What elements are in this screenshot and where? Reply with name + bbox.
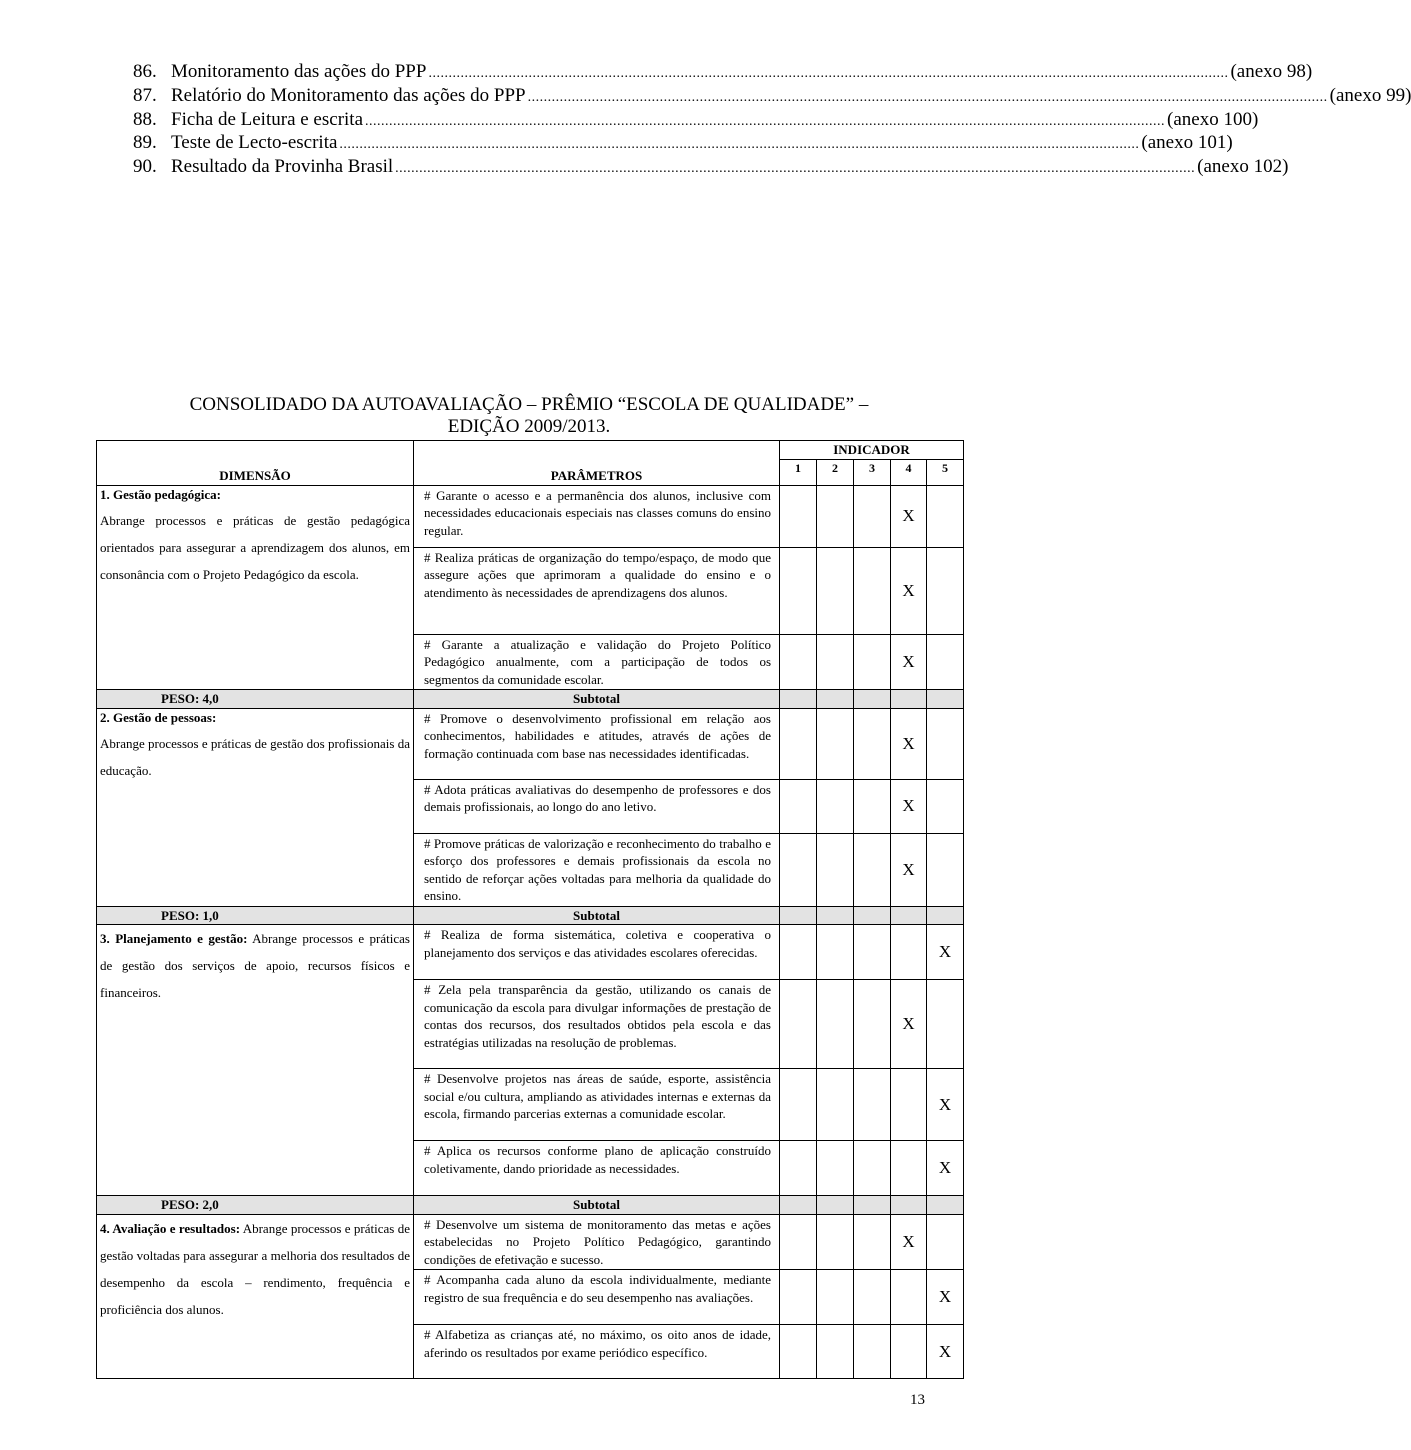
toc-reference: (anexo 100) [1167, 108, 1259, 130]
indicator-cell-3 [854, 1270, 891, 1325]
indicator-cell-5: X [927, 1325, 964, 1379]
subtotal-cell-1 [780, 1196, 817, 1215]
indicator-cell-5 [927, 833, 964, 906]
parameter-cell: # Promove práticas de valorização e reconhecimento do trabalho e esforço dos professores e demais profissionais da escola no sentido de reforçar ações voltadas para melhoria da qualidade do ensino. [414, 833, 780, 906]
document-title [96, 394, 962, 438]
table-row [97, 485, 964, 547]
parameter-cell: # Realiza práticas de organização do tempo/espaço, de modo que assegure ações que aprimoram a qualidade do ensino e o atendimento às necessidades de aprendizagens dos alunos. [414, 547, 780, 634]
indicator-cell-2 [817, 634, 854, 690]
indicator-cell-1 [780, 925, 817, 980]
indicator-cell-4: X [891, 485, 927, 547]
indicator-cell-2 [817, 708, 854, 779]
indicator-cell-3 [854, 485, 891, 547]
indicator-cell-1 [780, 779, 817, 833]
subtotal-cell-5 [927, 690, 964, 709]
indicator-cell-3 [854, 708, 891, 779]
toc-entry [133, 108, 1259, 132]
subtotal-cell-4 [891, 906, 927, 925]
indicator-cell-3 [854, 779, 891, 833]
indicator-cell-3 [854, 980, 891, 1069]
indicator-cell-1 [780, 708, 817, 779]
toc-reference: (anexo 99) [1329, 84, 1411, 106]
subtotal-cell-5 [927, 906, 964, 925]
subtotal-cell-2 [817, 906, 854, 925]
toc-entry [133, 84, 1411, 108]
toc-leader-dots: ........................................................................................................................................................................................................ [428, 66, 1229, 81]
toc-reference: (anexo 102) [1197, 156, 1289, 178]
indicator-cell-3 [854, 1141, 891, 1196]
indicator-cell-5 [927, 634, 964, 690]
indicator-cell-1 [780, 547, 817, 634]
dimension-title: 1. Gestão pedagógica: [100, 486, 221, 502]
toc-entry [133, 155, 1289, 179]
indicator-cell-3 [854, 1325, 891, 1379]
indicator-cell-3 [854, 925, 891, 980]
indicator-cell-1 [780, 980, 817, 1069]
indicator-cell-4 [891, 925, 927, 980]
table-row [97, 708, 964, 779]
subtotal-cell-3 [854, 1196, 891, 1215]
indicator-cell-4 [891, 1270, 927, 1325]
dimension-title: 2. Gestão de pessoas: [100, 709, 217, 725]
indicator-col-2: 2 [817, 459, 854, 485]
indicator-cell-2 [817, 980, 854, 1069]
page-number: 13 [910, 1392, 925, 1408]
subtotal-cell-5 [927, 1196, 964, 1215]
indicator-cell-3 [854, 1069, 891, 1141]
indicator-cell-5 [927, 779, 964, 833]
indicator-cell-2 [817, 1214, 854, 1270]
indicator-cell-1 [780, 634, 817, 690]
toc-title: Resultado da Provinha Brasil [171, 156, 394, 178]
title-line-2: EDIÇÃO 2009/2013. [447, 416, 611, 437]
dimension-title: 4. Avaliação e resultados: [100, 1220, 241, 1236]
indicator-cell-2 [817, 779, 854, 833]
indicator-cell-5 [927, 547, 964, 634]
parameter-cell: # Alfabetiza as crianças até, no máximo, os oito anos de idade, aferindo os resultados por exame periódico específico. [414, 1325, 780, 1379]
indicator-cell-3 [854, 634, 891, 690]
dimension-description: Abrange processos e práticas de gestão dos serviços de apoio, recursos físicos e financeiros. [100, 931, 410, 1000]
toc-entry [133, 131, 1233, 155]
self-evaluation-table [96, 440, 964, 1379]
parameter-cell: # Promove o desenvolvimento profissional em relação aos conhecimentos, habilidades e atitudes, através de ações de formação continuada com base nas necessidades identificadas. [414, 708, 780, 779]
parameter-cell: # Desenvolve projetos nas áreas de saúde, esporte, assistência social e/ou cultura, ampliando as atividades internas e externas da escola, firmando parcerias externas a comunidade escolar. [414, 1069, 780, 1141]
indicator-cell-2 [817, 1270, 854, 1325]
dimension-description: Abrange processos e práticas de gestão pedagógica orientados para assegurar a aprendizagem dos alunos, em consonância com o Projeto Pedagógico da escola. [100, 512, 410, 582]
indicator-cell-5 [927, 980, 964, 1069]
indicator-cell-2 [817, 1325, 854, 1379]
indicator-cell-4: X [891, 708, 927, 779]
indicator-cell-5 [927, 1214, 964, 1270]
subtotal-cell-3 [854, 906, 891, 925]
toc-leader-dots: ........................................................................................................................................................................................................ [365, 113, 1166, 129]
indicator-col-1: 1 [780, 459, 817, 485]
dimension-title: 3. Planejamento e gestão: [100, 931, 248, 946]
peso-label: PESO: 4,0 [97, 690, 414, 709]
parameter-cell: # Acompanha cada aluno da escola individualmente, mediante registro de sua frequência e do seu desempenho nas avaliações. [414, 1270, 780, 1325]
indicator-cell-2 [817, 485, 854, 547]
toc-number: 86. [133, 61, 157, 82]
toc-title: Teste de Lecto-escrita [171, 132, 338, 154]
indicator-cell-3 [854, 833, 891, 906]
parameter-cell: # Realiza de forma sistemática, coletiva e cooperativa o planejamento dos serviços e das atividades escolares oferecidas. [414, 925, 780, 980]
subtotal-cell-1 [780, 906, 817, 925]
indicator-cell-1 [780, 833, 817, 906]
parameter-cell: # Adota práticas avaliativas do desempenho de professores e dos demais profissionais, ao longo do ano letivo. [414, 779, 780, 833]
indicator-cell-2 [817, 1141, 854, 1196]
peso-row [97, 1196, 964, 1215]
indicator-cell-1 [780, 1069, 817, 1141]
dimension-cell [97, 485, 414, 690]
indicator-cell-2 [817, 1069, 854, 1141]
toc-reference: (anexo 98) [1230, 61, 1313, 82]
indicator-cell-1 [780, 1214, 817, 1270]
subtotal-cell-4 [891, 690, 927, 709]
peso-label: PESO: 1,0 [97, 906, 414, 925]
dimension-cell [97, 925, 414, 1196]
toc-title: Relatório do Monitoramento das ações do PPP [171, 84, 526, 106]
indicator-cell-5 [927, 485, 964, 547]
indicator-cell-4 [891, 1141, 927, 1196]
subtotal-cell-2 [817, 690, 854, 709]
indicator-col-5: 5 [927, 459, 964, 485]
subtotal-label: Subtotal [414, 690, 780, 709]
toc-number: 87. [133, 84, 157, 106]
toc-number: 89. [133, 132, 157, 154]
indicator-cell-1 [780, 1270, 817, 1325]
indicator-cell-4: X [891, 980, 927, 1069]
indicator-cell-4: X [891, 833, 927, 906]
table-row [97, 925, 964, 980]
dimension-description: Abrange processos e práticas de gestão voltadas para assegurar a melhoria dos resultados de desempenho da escola – rendimento, frequência e proficiência dos alunos. [100, 1220, 410, 1317]
indicator-col-4: 4 [891, 459, 927, 485]
toc-reference: (anexo 101) [1141, 132, 1233, 154]
parameter-cell: # Garante a atualização e validação do Projeto Político Pedagógico anualmente, com a participação de todos os segmentos da comunidade escolar. [414, 634, 780, 690]
indicator-cell-5: X [927, 1270, 964, 1325]
parameter-cell: # Aplica os recursos conforme plano de aplicação construído coletivamente, dando prioridade as necessidades. [414, 1141, 780, 1196]
indicator-cell-1 [780, 1325, 817, 1379]
toc-title: Ficha de Leitura e escrita [171, 108, 364, 130]
indicator-cell-4: X [891, 779, 927, 833]
indicator-cell-5 [927, 708, 964, 779]
indicator-cell-1 [780, 485, 817, 547]
subtotal-label: Subtotal [414, 1196, 780, 1215]
toc-entry [133, 60, 1313, 84]
indicator-cell-3 [854, 1214, 891, 1270]
toc-leader-dots: ........................................................................................................................................................................................................ [395, 161, 1196, 177]
table-of-contents [133, 60, 1411, 179]
indicator-cell-5: X [927, 1141, 964, 1196]
indicator-cell-4 [891, 1069, 927, 1141]
subtotal-cell-2 [817, 1196, 854, 1215]
peso-row [97, 690, 964, 709]
peso-row [97, 906, 964, 925]
subtotal-cell-1 [780, 690, 817, 709]
dimension-cell [97, 708, 414, 906]
indicator-col-3: 3 [854, 459, 891, 485]
indicator-cell-5: X [927, 1069, 964, 1141]
header-parametros: PARÂMETROS [414, 441, 780, 486]
indicator-cell-4: X [891, 1214, 927, 1270]
parameter-cell: # Desenvolve um sistema de monitoramento das metas e ações estabelecidas no Projeto Político Pedagógico, garantindo condições de efetivação e sucesso. [414, 1214, 780, 1270]
indicator-cell-2 [817, 547, 854, 634]
toc-leader-dots: ........................................................................................................................................................................................................ [339, 137, 1140, 153]
indicator-cell-1 [780, 1141, 817, 1196]
indicator-cell-2 [817, 925, 854, 980]
indicator-cell-2 [817, 833, 854, 906]
parameter-cell: # Zela pela transparência da gestão, utilizando os canais de comunicação da escola para divulgar informações de prestação de contas dos recursos, dos resultados obtidos pela escola e das estratégias utilizadas na resolução de problemas. [414, 980, 780, 1069]
toc-number: 90. [133, 156, 157, 178]
subtotal-cell-3 [854, 690, 891, 709]
indicator-cell-4: X [891, 634, 927, 690]
parameter-cell: # Garante o acesso e a permanência dos alunos, inclusive com necessidades educacionais especiais nas classes comuns do ensino regular. [414, 485, 780, 547]
indicator-cell-4 [891, 1325, 927, 1379]
indicator-cell-3 [854, 547, 891, 634]
toc-leader-dots: ........................................................................................................................................................................................................ [527, 89, 1328, 105]
table-row [97, 1214, 964, 1270]
toc-number: 88. [133, 108, 157, 130]
dimension-cell [97, 1214, 414, 1379]
subtotal-label: Subtotal [414, 906, 780, 925]
toc-title: Monitoramento das ações do PPP [171, 61, 427, 82]
title-line-1: CONSOLIDADO DA AUTOAVALIAÇÃO – PRÊMIO “ESCOLA DE QUALIDADE” – [189, 394, 869, 415]
subtotal-cell-4 [891, 1196, 927, 1215]
peso-label: PESO: 2,0 [97, 1196, 414, 1215]
indicator-cell-5: X [927, 925, 964, 980]
header-indicador: INDICADOR [780, 441, 964, 460]
header-dimensao: DIMENSÃO [97, 441, 414, 486]
dimension-description: Abrange processos e práticas de gestão dos profissionais da educação. [100, 735, 410, 778]
indicator-cell-4: X [891, 547, 927, 634]
